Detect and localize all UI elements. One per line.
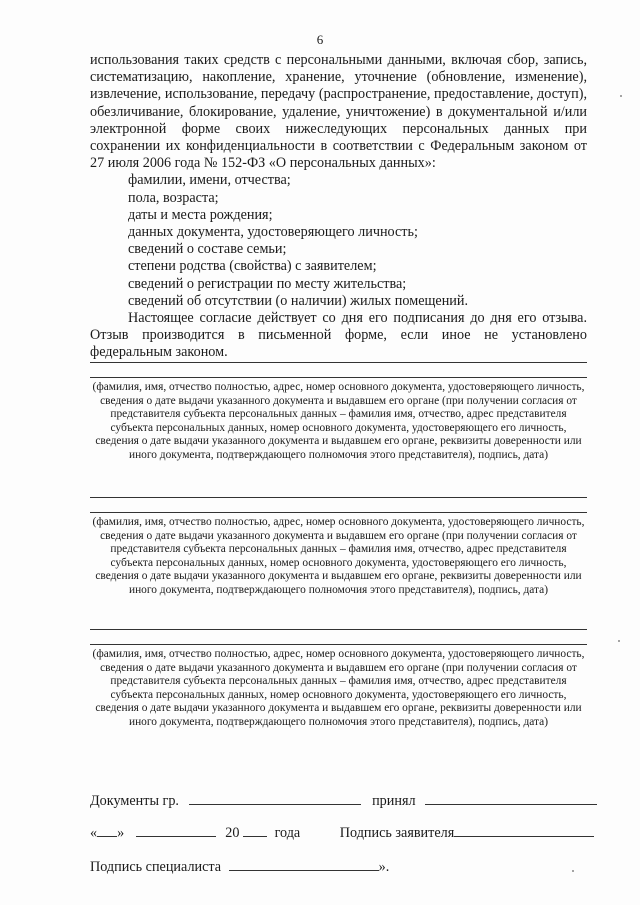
scan-speck: [572, 870, 574, 872]
signature-line[interactable]: [90, 644, 587, 645]
consent-body: [90, 52, 587, 362]
documents-label: Документы гр.: [90, 793, 179, 809]
year-suffix: года: [274, 825, 301, 841]
date-row: [90, 823, 587, 842]
signature-line[interactable]: [90, 512, 587, 513]
month-field[interactable]: [136, 823, 216, 837]
applicant-signature-label: Подпись заявителя: [339, 825, 455, 841]
signature-caption: (фамилия, имя, отчество полностью, адрес, номер основного документа, удостоверяющего личность, сведения о дате выдачи указанного документа и выдавшем его органе (при получении согласия от представителя субъекта персональных данных – фамилия имя, отчество, адрес представителя субъекта персональных данных, номер основного документа, удостоверяющего его личность, сведения о дате выдачи указанного документа и выдавшем его органе, реквизиты доверенности или иного документа, подтверждающего полномочия этого представителя), подпись, дата): [92, 381, 585, 461]
day-field[interactable]: [97, 823, 117, 837]
signature-block-3: [90, 629, 587, 730]
specialist-signature-label: Подпись специалиста: [90, 859, 222, 875]
list-item: фамилии, имени, отчества;: [128, 172, 291, 189]
applicant-signature-field[interactable]: [454, 823, 594, 837]
signature-block-1: [90, 362, 587, 463]
list-item: данных документа, удостоверяющего личность;: [128, 224, 418, 241]
date-close-quote: »: [117, 825, 125, 841]
list-item: сведений об отсутствии (о наличии) жилых помещений.: [128, 292, 469, 309]
accepted-label: принял: [372, 793, 416, 809]
validity-paragraph: Настоящее согласие действует со дня его подписания до дня его отзыва. Отзыв производится в письменной форме, если иное не установлено федеральным законом.: [90, 310, 587, 361]
signature-line[interactable]: [90, 362, 587, 363]
year-prefix: 20: [225, 825, 240, 841]
list-item: пола, возраста;: [128, 189, 219, 206]
signature-line[interactable]: [90, 497, 587, 498]
citizen-name-field[interactable]: [189, 791, 361, 805]
list-item: даты и места рождения;: [128, 206, 273, 223]
page-number: 6: [316, 32, 324, 47]
list-item: сведений о составе семьи;: [128, 241, 287, 258]
scan-speck: [618, 640, 620, 642]
signature-caption: (фамилия, имя, отчество полностью, адрес, номер основного документа, удостоверяющего личность, сведения о дате выдачи указанного документа и выдавшем его органе (при получении согласия от представителя субъекта персональных данных – фамилия имя, отчество, адрес представителя субъекта персональных данных, номер основного документа, удостоверяющего его личность, сведения о дате выдачи указанного документа и выдавшем его органе, реквизиты доверенности или иного документа, подтверждающего полномочия этого представителя), подпись, дата): [92, 648, 585, 728]
specialist-end: ».: [378, 859, 390, 875]
list-item: сведений о регистрации по месту жительства;: [128, 275, 407, 292]
personal-data-list: [90, 172, 587, 310]
signature-block-2: [90, 497, 587, 598]
signature-line[interactable]: [90, 377, 587, 378]
specialist-row: [90, 857, 587, 876]
specialist-signature-field[interactable]: [229, 857, 379, 871]
documents-row: [90, 791, 587, 810]
scan-speck: [620, 95, 622, 97]
intro-paragraph: использования таких средств с персональными данными, включая сбор, запись, систематизацию, накопление, хранение, уточнение (обновление, изменение), извлечение, использование, передачу (распространение, предоставление, доступ), обезличивание, блокирование, удаление, уничтожение) в документальной и/или электронной форме своих нижеследующих персональных данных при сохранении их конфиденциальности в соответствии с Федеральным законом от 27 июля 2006 года № 152-ФЗ «О персональных данных»:: [90, 52, 587, 172]
date-open-quote: «: [90, 825, 98, 841]
signature-line[interactable]: [90, 629, 587, 630]
list-item: степени родства (свойства) с заявителем;: [128, 258, 377, 275]
accepted-by-field[interactable]: [425, 791, 597, 805]
signature-caption: (фамилия, имя, отчество полностью, адрес, номер основного документа, удостоверяющего личность, сведения о дате выдачи указанного документа и выдавшем его органе (при получении согласия от представителя субъекта персональных данных – фамилия имя, отчество, адрес представителя субъекта персональных данных, номер основного документа, удостоверяющего его личность, сведения о дате выдачи указанного документа и выдавшем его органе, реквизиты доверенности или иного документа, подтверждающего полномочия этого представителя), подпись, дата): [92, 516, 585, 596]
year-field[interactable]: [243, 823, 267, 837]
